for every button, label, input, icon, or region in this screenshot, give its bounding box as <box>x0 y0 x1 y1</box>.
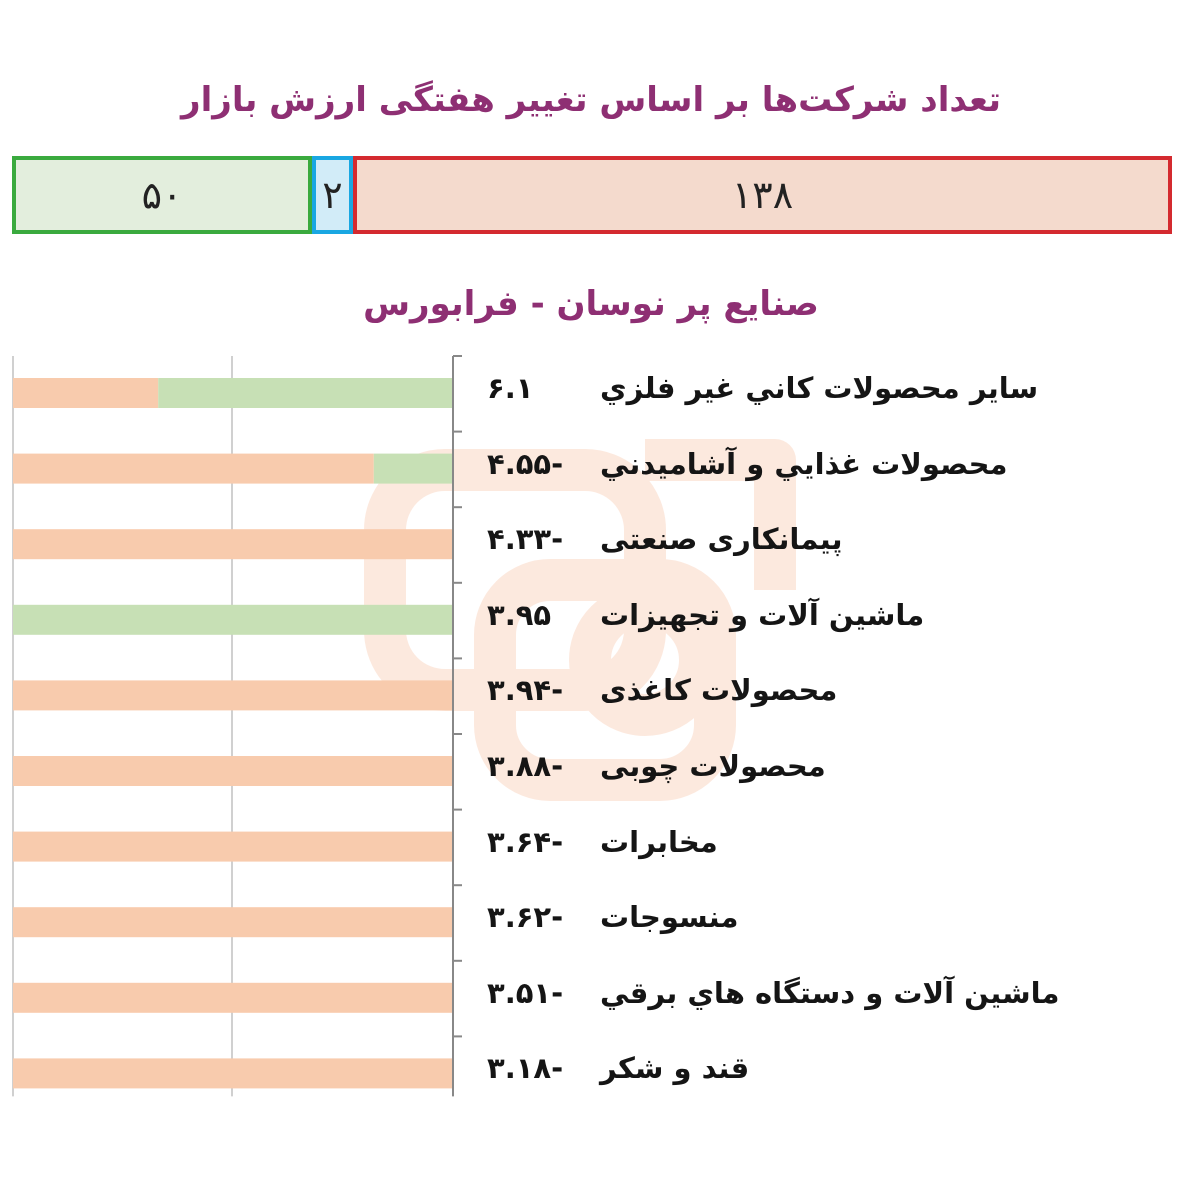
category-label: مخابرات <box>600 824 718 859</box>
category-label: پیمانکاری صنعتی <box>600 522 843 557</box>
bar-value-label: ۳.۸۸- <box>487 749 564 783</box>
bar-positive <box>158 378 453 408</box>
neutral-count-value: ۲ <box>322 173 343 217</box>
bar-negative <box>13 1058 453 1088</box>
bar-positive <box>374 454 453 484</box>
negative-count-segment <box>353 156 1172 234</box>
bar-value-label: ۶.۱ <box>487 371 534 405</box>
bar-value-label: ۴.۳۳- <box>487 522 564 557</box>
bar-value-label: ۳.۶۲- <box>487 900 564 935</box>
category-label: ماشین آلات و تجهیزات <box>600 597 925 632</box>
category-label: محصولات غذايي و آشاميدني <box>600 446 1008 481</box>
chart-title: تعداد شرکت‌ها بر اساس تغییر هفتگی ارزش بازار <box>181 80 1001 120</box>
bar-positive <box>13 605 453 635</box>
bar-value-label: ۳.۵۱- <box>487 975 564 1010</box>
category-label: ساير محصولات كاني غير فلزي <box>600 371 1039 405</box>
bar-value-label: ۴.۵۵- <box>487 446 564 481</box>
positive-count-value: ۵۰ <box>141 173 183 217</box>
bar-negative <box>13 756 453 786</box>
section-title: صنایع پر نوسان - فرابورس <box>363 284 819 324</box>
positive-count-segment <box>12 156 312 234</box>
bar-negative <box>13 907 453 937</box>
category-label: ماشين آلات و دستگاه هاي برقي <box>600 975 1060 1010</box>
category-label: محصولات چوبی <box>600 749 826 783</box>
bar-value-label: ۳.۹۴- <box>487 673 564 708</box>
bar-negative <box>13 378 158 408</box>
bar-negative <box>13 529 453 559</box>
negative-count-value: ۱۳۸ <box>731 173 794 217</box>
category-label: منسوجات <box>600 900 739 935</box>
category-label: قند و شكر <box>600 1051 750 1086</box>
bar-value-label: ۳.۱۸- <box>487 1051 564 1086</box>
category-label: محصولات کاغذی <box>600 673 838 708</box>
bar-negative <box>13 680 453 710</box>
bar-value-label: ۳.۹۵ <box>487 597 552 632</box>
bar-value-label: ۳.۶۴- <box>487 824 564 859</box>
bar-negative <box>13 983 453 1013</box>
bar-negative <box>13 454 374 484</box>
bar-negative <box>13 832 453 862</box>
neutral-count-segment <box>312 156 353 234</box>
